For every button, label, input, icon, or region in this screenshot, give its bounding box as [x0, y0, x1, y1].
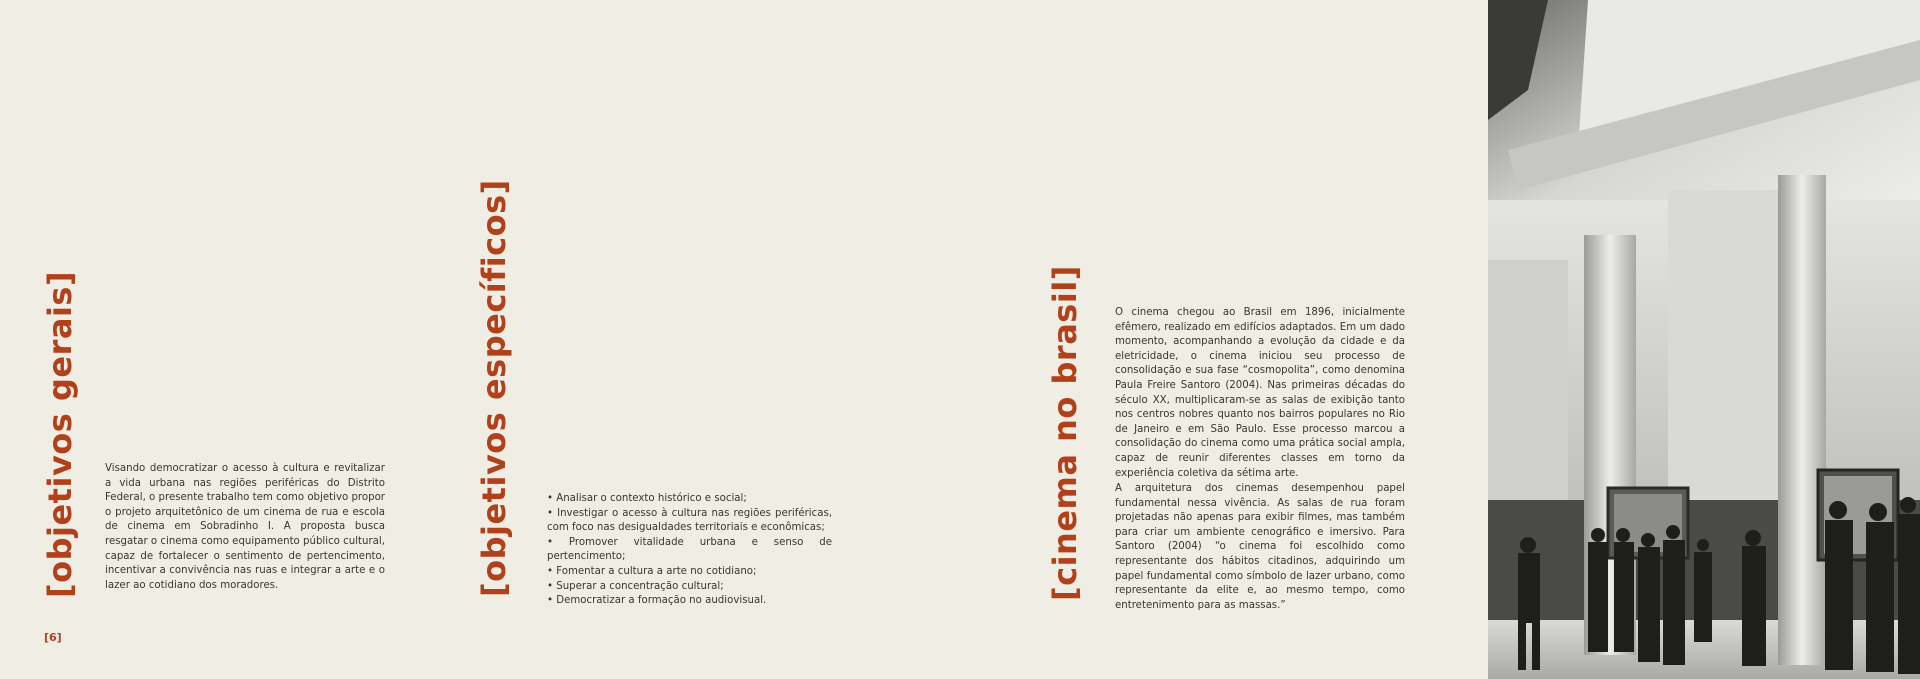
section-title-general: [objetivos gerais]	[41, 270, 79, 598]
list-item: • Democratizar a formação no audiovisual.	[547, 595, 767, 607]
section-title-specific: [objetivos específicos]	[475, 179, 513, 597]
section-title-cinema: [cinema no brasil]	[1046, 265, 1084, 601]
list-item: • Fomentar a cultura a arte no cotidiano;	[547, 565, 757, 577]
cinema-lobby-photo	[1488, 0, 1920, 679]
cinema-architecture-paragraph: A arquitetura dos cinemas desempenhou papel fundamental nessa vivência. As salas de rua foram projetadas não apenas para exibir filmes, mas também para criar um ambiente cenográfico e imersivo. Para Santoro (2004) “o cinema foi escolhido como representante dos hábitos citadinos, adquirindo um papel fundamental como símbolo de lazer urbano, como representante da elite e, ao mesmo tempo, como entretenimento para as massas.”	[1115, 483, 1405, 611]
general-objectives-text: Visando democratizar o acesso à cultura e revitalizar a vida urbana nas regiões periféricas do Distrito Federal, o presente trabalho tem como objetivo propor o projeto arquitetônico de um cinema de rua e escola de cinema em Sobradinho I. A proposta busca resgatar o cinema como equipamento público cultural, capaz de fortalecer o sentimento de pertencimento, incentivar a convivência nas ruas e integrar a arte e o lazer ao cotidiano dos moradores.	[105, 463, 385, 591]
list-item: • Analisar o contexto histórico e social;	[547, 493, 747, 504]
list-item: • Investigar o acesso à cultura nas regiões periféricas, com foco nas desigualdades territoriais e econômicas;	[547, 507, 832, 534]
page-number: [6]	[44, 631, 62, 644]
list-item: • Superar a concentração cultural;	[547, 580, 724, 592]
specific-objectives-list	[547, 492, 832, 609]
cinema-history-paragraph: O cinema chegou ao Brasil em 1896, inicialmente efêmero, realizado em edifícios adaptados. Em um dado momento, acompanhando a evolução da cidade e da eletricidade, o cinema iniciou seu processo de consolidação e sua fase “cosmopolita”, como denomina Paula Freire Santoro (2004). Nas primeiras décadas do século XX, multiplicaram-se as salas de exibição tanto nos centros nobres quanto nos bairros populares no Rio de Janeiro e em São Paulo. Esse processo marcou a consolidação do cinema como uma prática social ampla, capaz de reunir diferentes classes em torno da experiência coletiva da sétima arte.	[1115, 307, 1405, 479]
list-item: • Promover vitalidade urbana e senso de pertencimento;	[547, 536, 832, 563]
